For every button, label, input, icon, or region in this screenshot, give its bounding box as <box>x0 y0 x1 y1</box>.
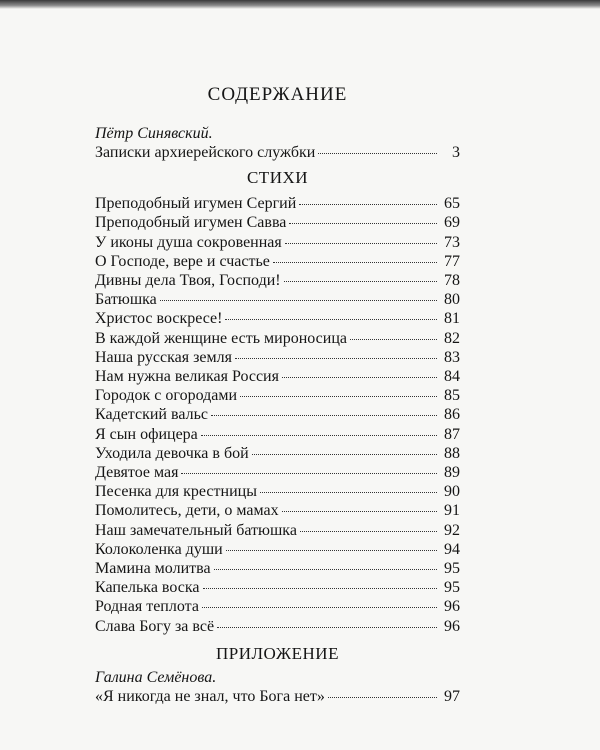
author-name: Пётр Синявский. <box>95 125 213 142</box>
entry-page-number: 91 <box>444 502 460 520</box>
toc-entry <box>95 233 460 252</box>
entry-page-number: 95 <box>444 560 460 578</box>
toc-entry <box>95 405 460 424</box>
entry-title: Наш замечательный батюшка <box>95 521 297 539</box>
entry-title: Песенка для крестницы <box>95 483 257 501</box>
entry-title: У иконы душа сокровенная <box>95 233 282 251</box>
dot-leader <box>252 453 437 455</box>
entry-page-number: 95 <box>444 579 460 597</box>
dot-leader <box>328 696 437 698</box>
dot-leader <box>240 395 437 397</box>
dot-leader <box>300 530 437 532</box>
dot-leader <box>260 491 437 493</box>
entry-page-number: 94 <box>444 540 460 558</box>
dot-leader <box>202 606 437 608</box>
entry-title: Городок с огородами <box>95 387 238 405</box>
dot-leader <box>350 338 437 340</box>
entry-title: Записки архиерейского службки <box>95 144 316 161</box>
toc-entry <box>95 271 460 290</box>
entry-page-number: 89 <box>444 464 460 482</box>
toc-entry <box>95 597 460 616</box>
toc-entry <box>95 348 460 367</box>
toc-entry <box>95 143 460 162</box>
toc-entry <box>95 386 460 405</box>
section-heading: СТИХИ <box>246 168 309 188</box>
toc-entry <box>95 617 460 636</box>
toc-entry <box>95 309 460 328</box>
toc-entry <box>95 540 460 559</box>
dot-leader <box>211 414 437 416</box>
dot-leader <box>284 280 437 282</box>
toc-entry <box>95 252 460 271</box>
entry-page-number: 92 <box>444 521 460 539</box>
entry-title: Батюшка <box>95 291 157 309</box>
dot-leader <box>285 242 437 244</box>
toc-entry <box>95 213 460 232</box>
author-name: Галина Семёнова. <box>95 668 217 686</box>
entry-title: Родная теплота <box>95 598 199 616</box>
dot-leader <box>203 587 437 589</box>
toc-entry <box>95 463 460 482</box>
entry-page-number: 84 <box>444 368 460 386</box>
entry-page-number: 96 <box>444 617 460 635</box>
entry-title: В каждой женщине есть мироносица <box>95 329 347 347</box>
entry-title: «Я никогда не знал, что Бога нет» <box>95 687 325 705</box>
dot-leader <box>225 318 437 320</box>
dot-leader <box>160 299 437 301</box>
dot-leader <box>235 357 437 359</box>
section-entries <box>95 143 460 162</box>
toc-entry <box>95 482 460 501</box>
entry-page-number: 83 <box>444 348 460 366</box>
entry-page-number: 77 <box>444 252 460 270</box>
entry-title: О Господе, вере и счастье <box>95 252 270 270</box>
entry-title: Дивны дела Твоя, Господи! <box>95 272 281 290</box>
toc-entry <box>95 501 460 520</box>
entry-page-number: 96 <box>444 598 460 616</box>
toc-entry <box>95 444 460 463</box>
dot-leader <box>273 261 437 263</box>
entry-page-number: 87 <box>444 425 460 443</box>
section-entries <box>95 194 460 636</box>
toc-entry <box>95 687 460 706</box>
dot-leader <box>226 549 437 551</box>
entry-page-number: 65 <box>444 195 460 213</box>
toc-entry <box>95 290 460 309</box>
entry-title: Наша русская земля <box>95 348 232 366</box>
section-entries <box>95 687 460 706</box>
entry-title: Слава Богу за всё <box>95 617 215 635</box>
dot-leader <box>214 568 437 570</box>
dot-leader <box>318 152 437 154</box>
dot-leader <box>299 203 437 205</box>
entry-title: Колоколенка души <box>95 540 223 558</box>
dot-leader <box>201 434 437 436</box>
dot-leader <box>282 376 437 378</box>
toc-entry <box>95 194 460 213</box>
entry-title: Мамина молитва <box>95 560 211 578</box>
toc-entry <box>95 559 460 578</box>
toc-entry <box>95 367 460 386</box>
entry-title: Преподобный игумен Сергий <box>95 195 297 213</box>
toc-entry <box>95 578 460 597</box>
entry-title: Я сын офицера <box>95 425 198 443</box>
entry-title: Капелька воска <box>95 579 200 597</box>
entry-page-number: 85 <box>444 387 460 405</box>
entry-page-number: 73 <box>444 233 460 251</box>
entry-title: Христос воскресе! <box>95 310 223 328</box>
dot-leader <box>181 472 437 474</box>
toc-entry <box>95 425 460 444</box>
entry-title: Уходила девочка в бой <box>95 444 249 462</box>
entry-page-number: 86 <box>444 406 460 424</box>
entry-title: Преподобный игумен Савва <box>95 214 287 232</box>
entry-page-number: 81 <box>444 310 460 328</box>
page-top-edge <box>0 0 600 9</box>
entry-page-number: 88 <box>444 444 460 462</box>
entry-page-number: 78 <box>444 272 460 290</box>
entry-page-number: 3 <box>452 144 460 161</box>
entry-page-number: 82 <box>444 329 460 347</box>
entry-title: Девятое мая <box>95 464 179 482</box>
entry-page-number: 69 <box>444 214 460 232</box>
entry-page-number: 80 <box>444 291 460 309</box>
page-title: СОДЕРЖАНИЕ <box>207 84 348 105</box>
section-heading: ПРИЛОЖЕНИЕ <box>216 643 339 663</box>
toc-entry <box>95 521 460 540</box>
entry-page-number: 90 <box>444 483 460 501</box>
entry-title: Кадетский вальс <box>95 406 208 424</box>
entry-title: Нам нужна великая Россия <box>95 368 279 386</box>
dot-leader <box>217 626 437 628</box>
entry-page-number: 97 <box>444 687 460 705</box>
toc-entry <box>95 329 460 348</box>
dot-leader <box>282 510 437 512</box>
dot-leader <box>289 222 437 224</box>
entry-title: Помолитесь, дети, о мамах <box>95 502 279 520</box>
table-of-contents <box>95 80 460 706</box>
